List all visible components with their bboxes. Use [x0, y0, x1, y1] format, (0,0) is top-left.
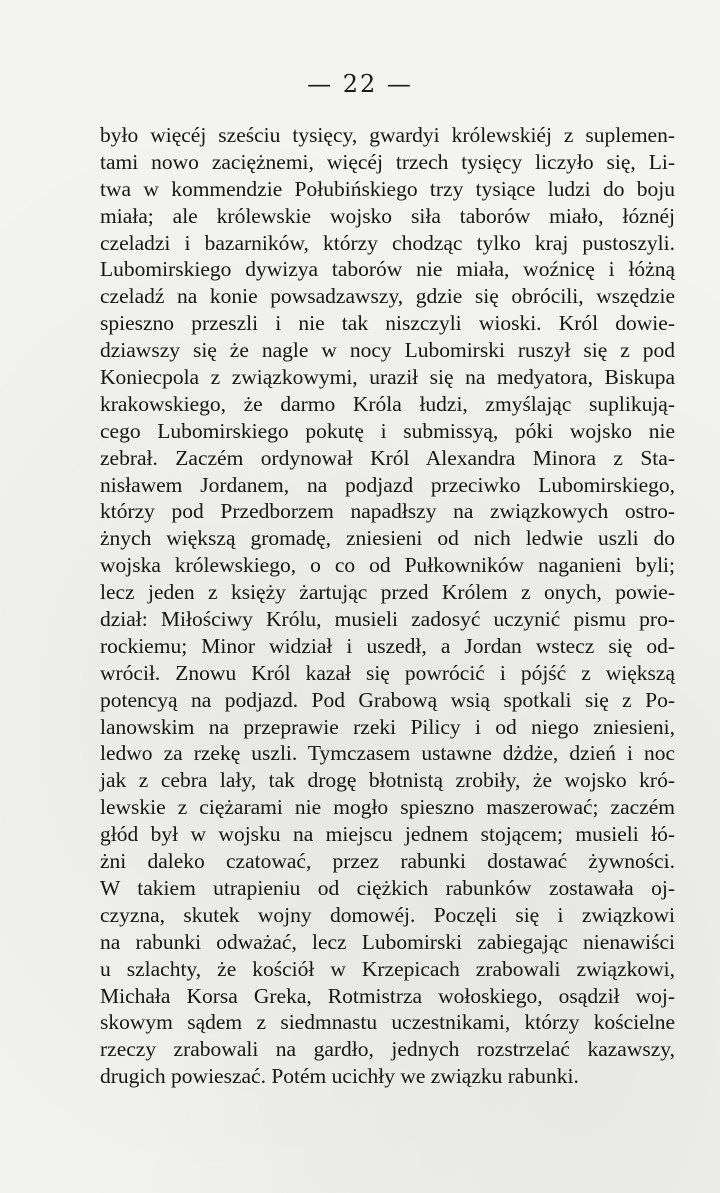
text-line: lecz jeden z księży żartując przed Królem z onych, powie-: [100, 580, 675, 605]
text-line: ledwo za rzekę uszli. Tymczasem ustawne dżdże, dzień i noc: [100, 741, 675, 766]
text-line: żni daleko czatować, przez rabunki dostawać żywności.: [100, 849, 675, 874]
text-line: drugich powieszać. Potém ucichły we związku rabunki.: [100, 1064, 579, 1089]
text-line: lanowskim na przeprawie rzeki Pilicy i od niego zniesieni,: [100, 714, 675, 739]
text-line: jak z cebra lały, tak drogę błotnistą zrobiły, że wojsko kró-: [100, 768, 675, 793]
text-line: twa w kommendzie Połubińskiego trzy tysiące ludzi do boju: [100, 176, 675, 201]
text-line: na rabunki odważać, lecz Lubomirski zabiegając nienawiści: [100, 929, 675, 954]
text-line: skowym sądem z siedmnastu uczestnikami, którzy kościelne: [100, 1010, 675, 1035]
text-line: u szlachty, że kościół w Krzepicach zrabowali związkowi,: [100, 956, 675, 981]
text-line: tami nowo zaciężnemi, więcéj trzech tysięcy liczyło się, Li-: [100, 149, 675, 174]
text-line: spieszno przeszli i nie tak niszczyli wioski. Król dowie-: [100, 311, 675, 336]
text-line: czeladź na konie powsadzawszy, gdzie się obrócili, wszędzie: [100, 284, 675, 309]
page-number: — 22 —: [307, 70, 413, 98]
text-line: krakowskiego, że darmo Króla łudzi, zmyślając suplikują-: [100, 391, 675, 416]
body-text: [100, 122, 675, 1090]
text-line: Koniecpola z związkowymi, uraził się na medyatora, Biskupa: [100, 365, 675, 390]
text-line: czeladzi i bazarników, którzy chodząc tylko kraj pustoszyli.: [100, 230, 675, 255]
text-line: W takiem utrapieniu od ciężkich rabunków zostawała oj-: [100, 875, 675, 900]
text-line: nisławem Jordanem, na podjazd przeciwko Lubomirskiego,: [100, 472, 675, 497]
text-line: dziawszy się że nagle w nocy Lubomirski ruszył się z pod: [100, 338, 675, 363]
text-line: Michała Korsa Greka, Rotmistrza wołoskiego, osądził woj-: [100, 983, 675, 1008]
text-line: głód był w wojsku na miejscu jednem stojącem; musieli łó-: [100, 822, 675, 847]
text-line: rockiemu; Minor widział i uszedł, a Jordan wstecz się od-: [100, 633, 675, 658]
text-line: Lubomirskiego dywizya taborów nie miała, woźnicę i łóżną: [100, 257, 675, 282]
text-line: wrócił. Znowu Król kazał się powrócić i pójść z większą: [100, 660, 675, 685]
text-line: rzeczy zrabowali na gardło, jednych rozstrzelać kazawszy,: [100, 1037, 675, 1062]
text-line: żnych większą gromadę, zniesieni od nich ledwie uszli do: [100, 526, 675, 551]
text-line: dział: Miłościwy Królu, musieli zadosyć uczynić pismu pro-: [100, 607, 675, 632]
text-line: było więcéj sześciu tysięcy, gwardyi królewskiéj z suplemen-: [100, 123, 675, 147]
text-line: zebrał. Zaczém ordynował Król Alexandra Minora z Sta-: [100, 445, 675, 470]
text-line: którzy pod Przedborzem napadłszy na związkowych ostro-: [100, 499, 675, 524]
text-line: lewskie z ciężarami nie mogło spieszno maszerować; zaczém: [100, 795, 675, 820]
text-line: cego Lubomirskiego pokutę i submissyą, póki wojsko nie: [100, 418, 675, 443]
text-line: czyzna, skutek wojny domowéj. Poczęli się i związkowi: [100, 902, 675, 927]
text-line: potencyą na podjazd. Pod Grabową wsią spotkali się z Po-: [100, 687, 675, 712]
text-line: miała; ale królewskie wojsko siła taborów miało, łóznéj: [100, 203, 675, 228]
text-line: wojska królewskiego, o co od Pułkowników naganieni byli;: [100, 553, 675, 578]
